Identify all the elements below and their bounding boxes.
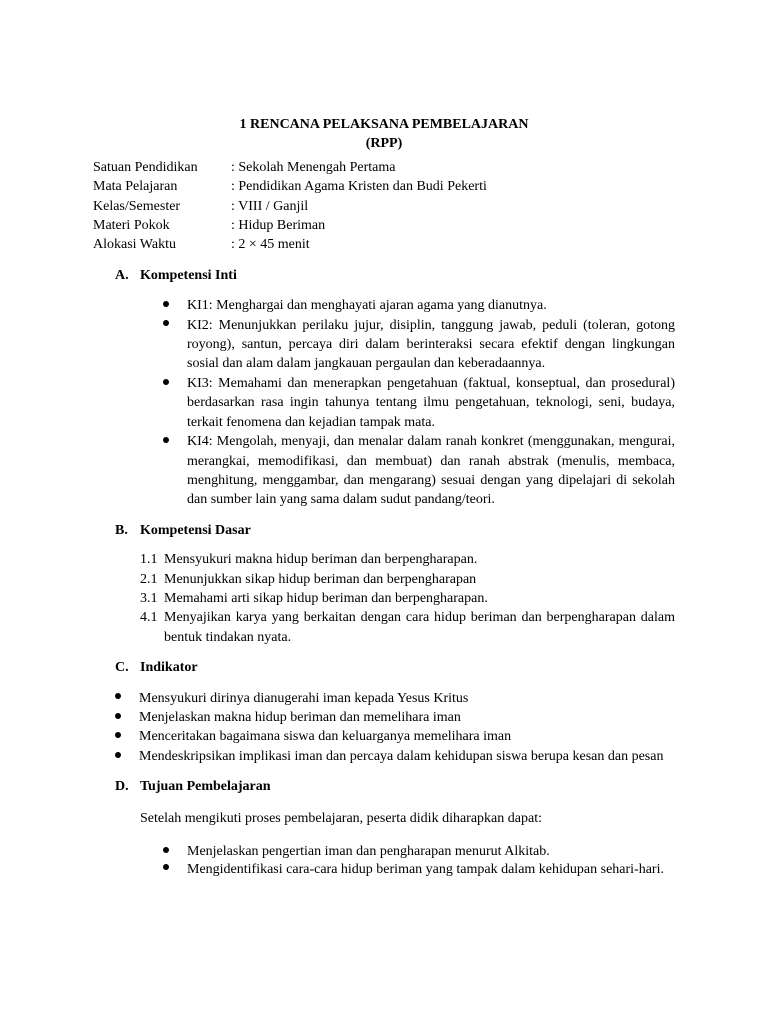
section-letter: B. (115, 522, 128, 538)
item-number: 3.1 (140, 590, 158, 606)
document-page (93, 115, 675, 878)
meta-row (93, 177, 675, 196)
list-item-text: Menceritakan bagaimana siswa dan keluarganya memelihara iman (139, 729, 512, 745)
document-title (93, 115, 675, 154)
list-item (115, 747, 675, 766)
title-line-2: (RPP) (365, 136, 403, 152)
list-item (115, 708, 675, 727)
section-title: Kompetensi Dasar (140, 522, 251, 538)
list-item (140, 589, 675, 608)
list-item (163, 843, 675, 861)
list-item-text: Menunjukkan sikap hidup beriman dan berpengharapan (164, 571, 477, 587)
section-title: Tujuan Pembelajaran (140, 779, 271, 795)
list-item-text: KI4: Mengolah, menyaji, dan menalar dalam ranah konkret (menggunakan, mengurai, merangkai, memodifikasi, dan membuat) dan ranah abstrak (menulis, membaca, menghitung, menggambar, dan mengarang) sesuai dengan yang dipelajari di sekolah dan sumber lain yang sama dalam sudut pandang/teori. (187, 434, 675, 508)
bullet-icon (115, 747, 139, 766)
list-item-text: KI1: Menghargai dan menghayati ajaran agama yang dianutnya. (187, 298, 547, 314)
kompetensi-inti-list (93, 296, 675, 509)
meta-row (93, 158, 675, 177)
section-title: Kompetensi Inti (140, 267, 237, 283)
bullet-icon (115, 708, 139, 727)
bullet-icon (163, 316, 187, 374)
meta-value: : Hidup Beriman (231, 218, 326, 234)
list-item-text: Mensyukuri makna hidup beriman dan berpengharapan. (164, 552, 478, 568)
section-title: Indikator (140, 660, 198, 676)
bullet-icon (163, 296, 187, 315)
meta-value: : VIII / Ganjil (231, 198, 309, 214)
bullet-icon (163, 843, 187, 861)
meta-row (93, 197, 675, 216)
list-item (140, 550, 675, 569)
item-number: 2.1 (140, 571, 158, 587)
list-item-text: Menyajikan karya yang berkaitan dengan cara hidup beriman dan berpengharapan dalam bentuk tindakan nyata. (164, 610, 675, 645)
list-item-text: Mengidentifikasi cara-cara hidup beriman yang tampak dalam kehidupan sehari-hari. (187, 861, 664, 877)
bullet-icon (163, 374, 187, 432)
list-item (115, 689, 675, 708)
section-letter: C. (115, 660, 129, 676)
list-item (140, 608, 675, 647)
section-letter: A. (115, 267, 129, 283)
meta-label: Satuan Pendidikan (93, 159, 198, 175)
tujuan-intro: Setelah mengikuti proses pembelajaran, peserta didik diharapkan dapat: (140, 810, 542, 826)
bullet-icon (115, 727, 139, 746)
list-item-text: Menjelaskan makna hidup beriman dan memelihara iman (139, 709, 461, 725)
section-letter: D. (115, 779, 129, 795)
meta-value: : Pendidikan Agama Kristen dan Budi Pekerti (231, 179, 487, 195)
meta-table (93, 158, 675, 255)
bullet-icon (163, 432, 187, 510)
list-item-text: Mendeskripsikan implikasi iman dan percaya dalam kehidupan siswa berupa kesan dan pesan (139, 748, 664, 764)
item-number: 4.1 (140, 610, 158, 626)
meta-label: Alokasi Waktu (93, 237, 176, 253)
meta-row (93, 216, 675, 235)
list-item-text: Memahami arti sikap hidup beriman dan berpengharapan. (164, 590, 488, 606)
section-c-heading (93, 658, 675, 677)
title-line-1: 1 RENCANA PELAKSANA PEMBELAJARAN (239, 117, 529, 132)
list-item (163, 374, 675, 432)
list-item (163, 861, 675, 879)
list-item-text: Mensyukuri dirinya dianugerahi iman kepada Yesus Kritus (139, 690, 469, 706)
tujuan-list (93, 843, 675, 878)
list-item (163, 316, 675, 374)
meta-row (93, 235, 675, 254)
list-item (140, 570, 675, 589)
meta-value: : 2 × 45 menit (231, 237, 310, 253)
section-b-heading (93, 521, 675, 540)
list-item-text: Menjelaskan pengertian iman dan pengharapan menurut Alkitab. (187, 844, 550, 859)
bullet-icon (163, 861, 187, 879)
meta-label: Mata Pelajaran (93, 179, 178, 195)
list-item (163, 296, 675, 315)
meta-label: Kelas/Semester (93, 198, 181, 214)
list-item (163, 432, 675, 510)
bullet-icon (115, 689, 139, 708)
list-item (115, 727, 675, 746)
kompetensi-dasar-list (93, 550, 675, 647)
section-d-heading (93, 777, 675, 796)
list-item-text: KI3: Memahami dan menerapkan pengetahuan (faktual, konseptual, dan prosedural) berdasarkan rasa ingin tahunya tentang ilmu pengetahuan, teknologi, seni, budaya, terkait fenomena dan kejadian tampak mata. (187, 375, 675, 430)
indikator-list (93, 689, 675, 767)
section-a-heading (93, 266, 675, 285)
list-item-text: KI2: Menunjukkan perilaku jujur, disiplin, tanggung jawab, peduli (toleran, gotong royong), santun, percaya diri dalam berinteraksi secara efektif dengan lingkungan sosial dan alam dalam jangkauan pergaulan dan keberadaannya. (187, 317, 675, 372)
meta-value: : Sekolah Menengah Pertama (231, 159, 396, 175)
item-number: 1.1 (140, 552, 158, 568)
meta-label: Materi Pokok (93, 218, 170, 234)
